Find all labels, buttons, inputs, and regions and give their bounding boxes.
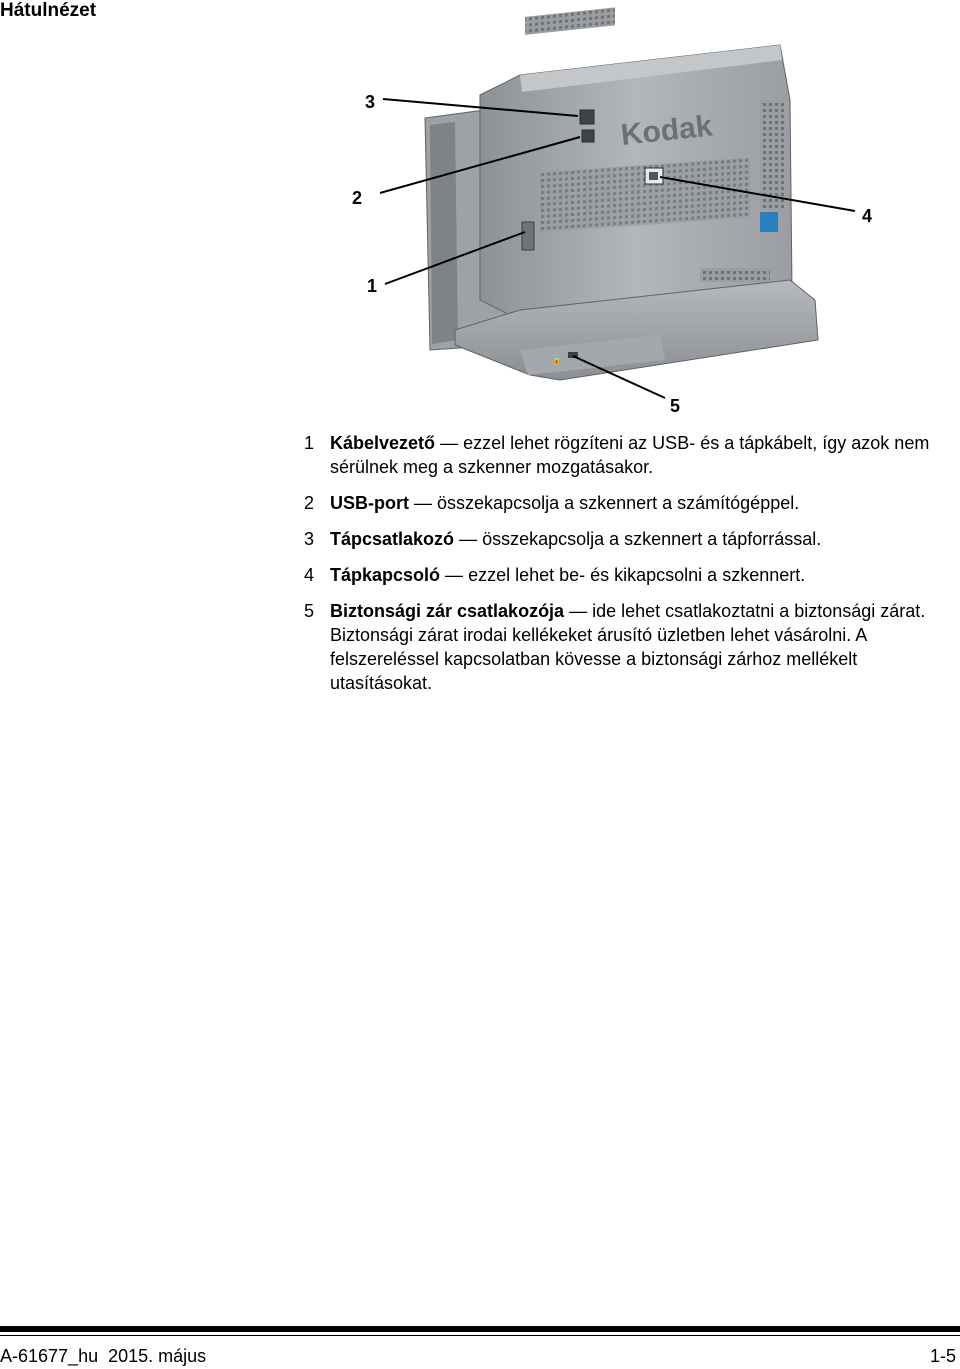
legend-number: 5 (304, 601, 315, 621)
energy-star-badge-icon (760, 212, 778, 232)
callout-3: 3 (365, 92, 376, 112)
legend-dash: — (445, 565, 464, 585)
legend-text: összekapcsolja a szkennert a tápforrással. (482, 529, 822, 549)
legend-item (304, 563, 954, 587)
legend-text: ezzel lehet rögzíteni az USB- és a tápkábelt, így azok nem sérülnek meg a szkenner mozgatásakor. (330, 433, 930, 477)
scanner-illustration (0, 0, 960, 430)
power-connector-icon (580, 110, 594, 124)
legend-term: USB-port (330, 493, 409, 513)
legend-text: ide lehet csatlakoztatni a biztonsági zárat. Biztonsági zárat irodai kellékeket árusító üzletben lehet vásárolni. A felszereléssel kapcsolatban kövesse a biztonsági zárhoz mellékelt utasításokat. (330, 601, 926, 693)
brand-logo: Kodak (619, 109, 714, 152)
legend-list (304, 431, 954, 707)
legend-number: 4 (304, 565, 315, 585)
legend-term: Kábelvezető (330, 433, 436, 453)
legend-item (304, 431, 954, 479)
usb-port-icon (582, 130, 594, 142)
legend-dash: — (459, 529, 478, 549)
callout-1: 1 (367, 276, 378, 296)
legend-number: 1 (304, 433, 315, 453)
legend-item (304, 527, 954, 551)
footer-doc-id: A-61677_hu 2015. május (0, 1346, 207, 1366)
svg-text:🔒: 🔒 (551, 355, 563, 365)
legend-text: ezzel lehet be- és kikapcsolni a szkennert. (468, 565, 806, 585)
legend-number: 2 (304, 493, 315, 513)
footer-rule-thin (0, 1335, 960, 1336)
legend-item (304, 599, 954, 695)
scanner-rear-view-figure (0, 0, 960, 430)
footer-page-number: 1-5 (929, 1346, 956, 1366)
legend-dash: — (569, 601, 588, 621)
callout-5: 5 (670, 396, 681, 416)
legend-number: 3 (304, 529, 315, 549)
legend-dash: — (440, 433, 459, 453)
legend-item (304, 491, 954, 515)
legend-term: Biztonsági zár csatlakozója (330, 601, 565, 621)
callout-2: 2 (352, 188, 363, 208)
footer-rule (0, 1326, 960, 1332)
cable-guide-icon (522, 222, 534, 250)
legend-term: Tápcsatlakozó (330, 529, 455, 549)
legend-text: összekapcsolja a szkennert a számítógéppel. (437, 493, 800, 513)
section-title: Hátulnézet (0, 0, 97, 21)
legend-dash: — (414, 493, 433, 513)
callout-4: 4 (862, 206, 873, 226)
legend-term: Tápkapcsoló (330, 565, 441, 585)
